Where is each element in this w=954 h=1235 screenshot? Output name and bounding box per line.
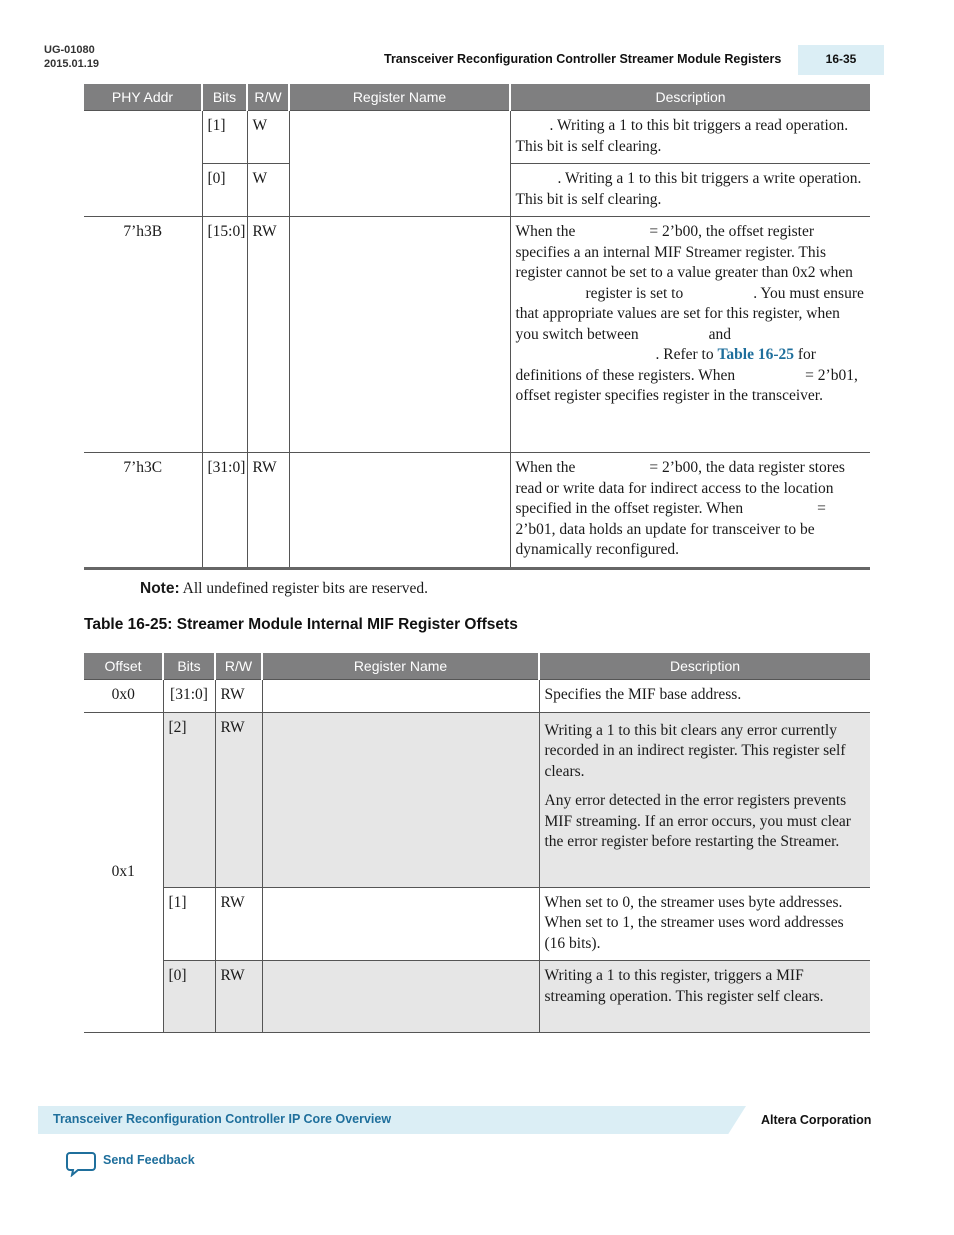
- col-header-rw: R/W: [215, 653, 262, 680]
- feedback-speech-bubble-icon[interactable]: [66, 1151, 96, 1177]
- desc-part: When the: [515, 459, 576, 476]
- desc-part: and: [708, 325, 731, 343]
- note: [140, 580, 428, 598]
- table-row: [84, 961, 870, 1033]
- col-header-description: Description: [539, 653, 870, 680]
- rw-cell: W: [247, 111, 289, 164]
- phy-register-table: [84, 84, 870, 570]
- offset-cell: 0x1: [84, 712, 163, 1033]
- rw-cell: RW: [247, 217, 289, 453]
- bits-cell: [1]: [202, 111, 247, 164]
- send-feedback-link[interactable]: Send Feedback: [103, 1153, 195, 1167]
- description-cell: When set to 0, the streamer uses byte addresses. When set to 1, the streamer uses word addresses (16 bits).: [539, 887, 870, 961]
- bits-cell: [31:0]: [202, 453, 247, 569]
- table-row: [84, 111, 870, 164]
- bits-cell: [31:0]: [163, 680, 215, 713]
- footer-chapter-link[interactable]: Transceiver Reconfiguration Controller IP Core Overview: [53, 1112, 392, 1126]
- note-label: Note:: [140, 580, 180, 597]
- section-title: Transceiver Reconfiguration Controller Streamer Module Registers: [384, 52, 782, 66]
- desc-part: . Refer to: [655, 346, 714, 363]
- doc-id: UG-01080: [44, 44, 95, 56]
- desc-part: = 2’b01, data holds an update for transceiver to be dynamically reconfigured.: [515, 500, 826, 558]
- description-cell: [510, 217, 870, 453]
- table-row: [84, 887, 870, 961]
- rw-cell: RW: [215, 961, 262, 1033]
- description-paragraph: Writing a 1 to this bit clears any error currently recorded in an indirect register. This register self clears.: [544, 721, 846, 780]
- col-header-phy-addr: PHY Addr: [84, 84, 202, 111]
- doc-id-block: [44, 43, 99, 71]
- description-cell: Specifies the MIF base address.: [539, 680, 870, 713]
- register-name-cell: [262, 712, 539, 887]
- note-text: All undefined register bits are reserved.: [182, 580, 428, 597]
- table-16-25-link[interactable]: Table 16-25: [717, 346, 794, 363]
- rw-cell: RW: [247, 453, 289, 569]
- col-header-register-name: Register Name: [289, 84, 510, 111]
- description-paragraph: Any error detected in the error registers prevents MIF streaming. If an error occurs, you must clear the error register before restarting the Streamer.: [544, 792, 851, 850]
- bits-cell: [1]: [163, 887, 215, 961]
- page-number: 16-35: [798, 45, 884, 75]
- col-header-bits: Bits: [202, 84, 247, 111]
- register-name-cell: [262, 961, 539, 1033]
- desc-part: for definitions of these registers. When: [515, 346, 816, 384]
- desc-part: When: [706, 500, 744, 517]
- table-header-row: [84, 653, 870, 680]
- desc-part: When the: [515, 223, 576, 240]
- register-name-cell: [289, 453, 510, 569]
- col-header-rw: R/W: [247, 84, 289, 111]
- rw-cell: RW: [215, 680, 262, 713]
- register-name-cell: [289, 111, 510, 217]
- table-header-row: [84, 84, 870, 111]
- desc-part: register is set to: [585, 284, 684, 302]
- rw-cell: RW: [215, 887, 262, 961]
- footer-company: Altera Corporation: [761, 1113, 872, 1127]
- table-row: [84, 217, 870, 453]
- desc-part: = 2’b00, the offset register specifies a an internal MIF Streamer register. This register cannot be set to a value greater than 0x2 when: [515, 223, 853, 281]
- description-cell: [510, 111, 870, 164]
- bits-cell: [0]: [202, 164, 247, 217]
- description-cell: Writing a 1 to this register, triggers a MIF streaming operation. This register self clears.: [539, 961, 870, 1033]
- table-caption: Table 16-25: Streamer Module Internal MIF Register Offsets: [84, 616, 518, 633]
- description-cell: [510, 164, 870, 217]
- bits-cell: [15:0]: [202, 217, 247, 453]
- bits-cell: [0]: [163, 961, 215, 1033]
- desc-part: = 2’b00, the data register stores read or write data for indirect access to the location specified in the offset register.: [515, 459, 845, 517]
- register-name-cell: [262, 887, 539, 961]
- doc-date: 2015.01.19: [44, 58, 100, 70]
- table-row: [84, 453, 870, 569]
- bits-cell: [2]: [163, 712, 215, 887]
- phy-addr-cell: [84, 111, 202, 217]
- desc-part: . You must ensure that appropriate values are set for this register, when you switch between: [515, 284, 864, 343]
- phy-addr-cell: 7’h3C: [84, 453, 202, 569]
- register-name-cell: [262, 680, 539, 713]
- register-name-cell: [289, 217, 510, 453]
- col-header-offset: Offset: [84, 653, 163, 680]
- description-text: . Writing a 1 to this bit triggers a write operation. This bit is self clearing.: [515, 170, 862, 208]
- table-row: [84, 680, 870, 713]
- mif-register-offsets-table: [84, 653, 870, 1033]
- col-header-bits: Bits: [163, 653, 215, 680]
- col-header-register-name: Register Name: [262, 653, 539, 680]
- rw-cell: RW: [215, 712, 262, 887]
- rw-cell: W: [247, 164, 289, 217]
- offset-cell: 0x0: [84, 680, 163, 713]
- col-header-description: Description: [510, 84, 870, 111]
- table-row: [84, 712, 870, 887]
- phy-addr-cell: 7’h3B: [84, 217, 202, 453]
- description-cell: [510, 453, 870, 569]
- description-cell: [539, 712, 870, 887]
- description-text: . Writing a 1 to this bit triggers a read operation. This bit is self clearing.: [515, 117, 849, 155]
- desc-part: = 2’b01, offset register specifies register in the transceiver.: [515, 366, 858, 404]
